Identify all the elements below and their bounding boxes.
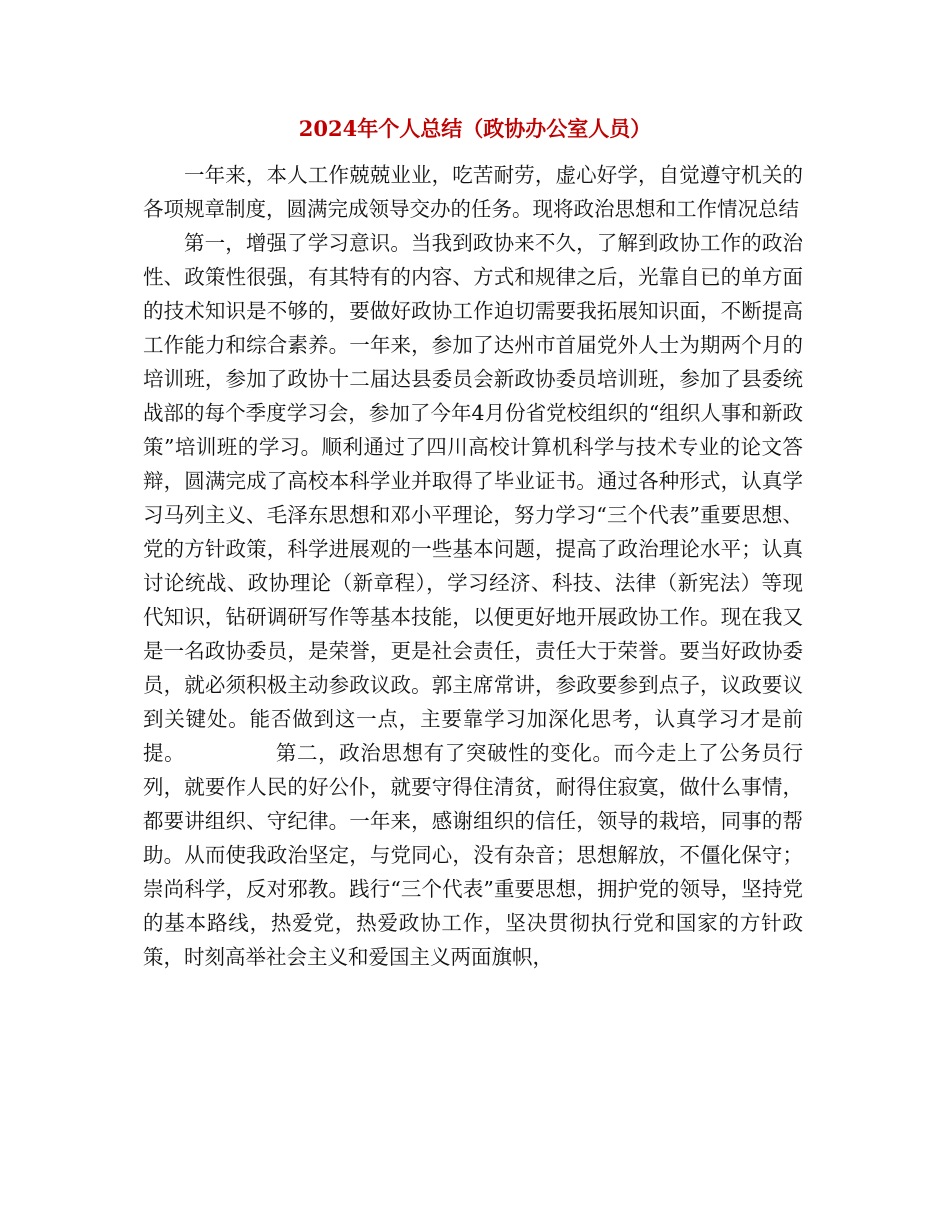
paragraph-intro: 一年来，本人工作兢兢业业，吃苦耐劳，虚心好学，自觉遵守机关的各项规章制度，圆满完成领导交办的任务。现将政治思想和工作情况总结 <box>143 163 803 221</box>
paragraph-learning-text: 第一，增强了学习意识。当我到政协来不久，了解到政协工作的政治性、政策性很强，有其特有的内容、方式和规律之后，光靠自已的单方面的技术知识是不够的，要做好政协工作迫切需要我拓展知识面，不断提高工作能力和综合素养。一年来，参加了达州市首届党外人士为期两个月的培训班，参加了政协十二届达县委员会新政协委员培训班，参加了县委统战部的每个季度学习会，参加了今年4月份省党校组织的“组织人事和新政策”培训班的学习。顺利通过了四川高校计算机科学与技术专业的论文答辩，圆满完成了高校本科学业并取得了毕业证书。通过各种形式，认真学习马列主义、毛泽东思想和邓小平理论，努力学习“三个代表”重要思想、党的方针政策，科学进展观的一些基本问题，提高了政治理论水平；认真讨论统战、政协理论（新章程），学习经济、科技、法律（新宪法）等现代知识，钻研调研写作等基本技能，以便更好地开展政协工作。现在我又是一名政协委员，是荣誉，更是社会责任，责任大于荣誉。要当好政协委员，就必须积极主动参政议政。郭主席常讲，参政要参到点子，议政要议到关键处。能否做到这一点，主要靠学习加深化思考，认真学习才是前提。 <box>143 231 803 765</box>
paragraph-learning <box>143 226 803 974</box>
document-body <box>143 158 803 974</box>
document-title: 2024年个人总结（政协办公室人员） <box>298 116 652 141</box>
paragraph-politics-text: 第二，政治思想有了突破性的变化。而今走上了公务员行列，就要作人民的好公仆，就要守得住清贫，耐得住寂寞，做什么事情，都要讲组织、守纪律。一年来，感谢组织的信任，领导的栽培，同事的帮助。从而使我政治坚定，与党同心，没有杂音；思想解放，不僵化保守；崇尚科学，反对邪教。践行“三个代表”重要思想，拥护党的领导，坚持党的基本路线，热爱党，热爱政协工作，坚决贯彻执行党和国家的方针政策，时刻高举社会主义和爱国主义两面旗帜， <box>143 741 804 969</box>
